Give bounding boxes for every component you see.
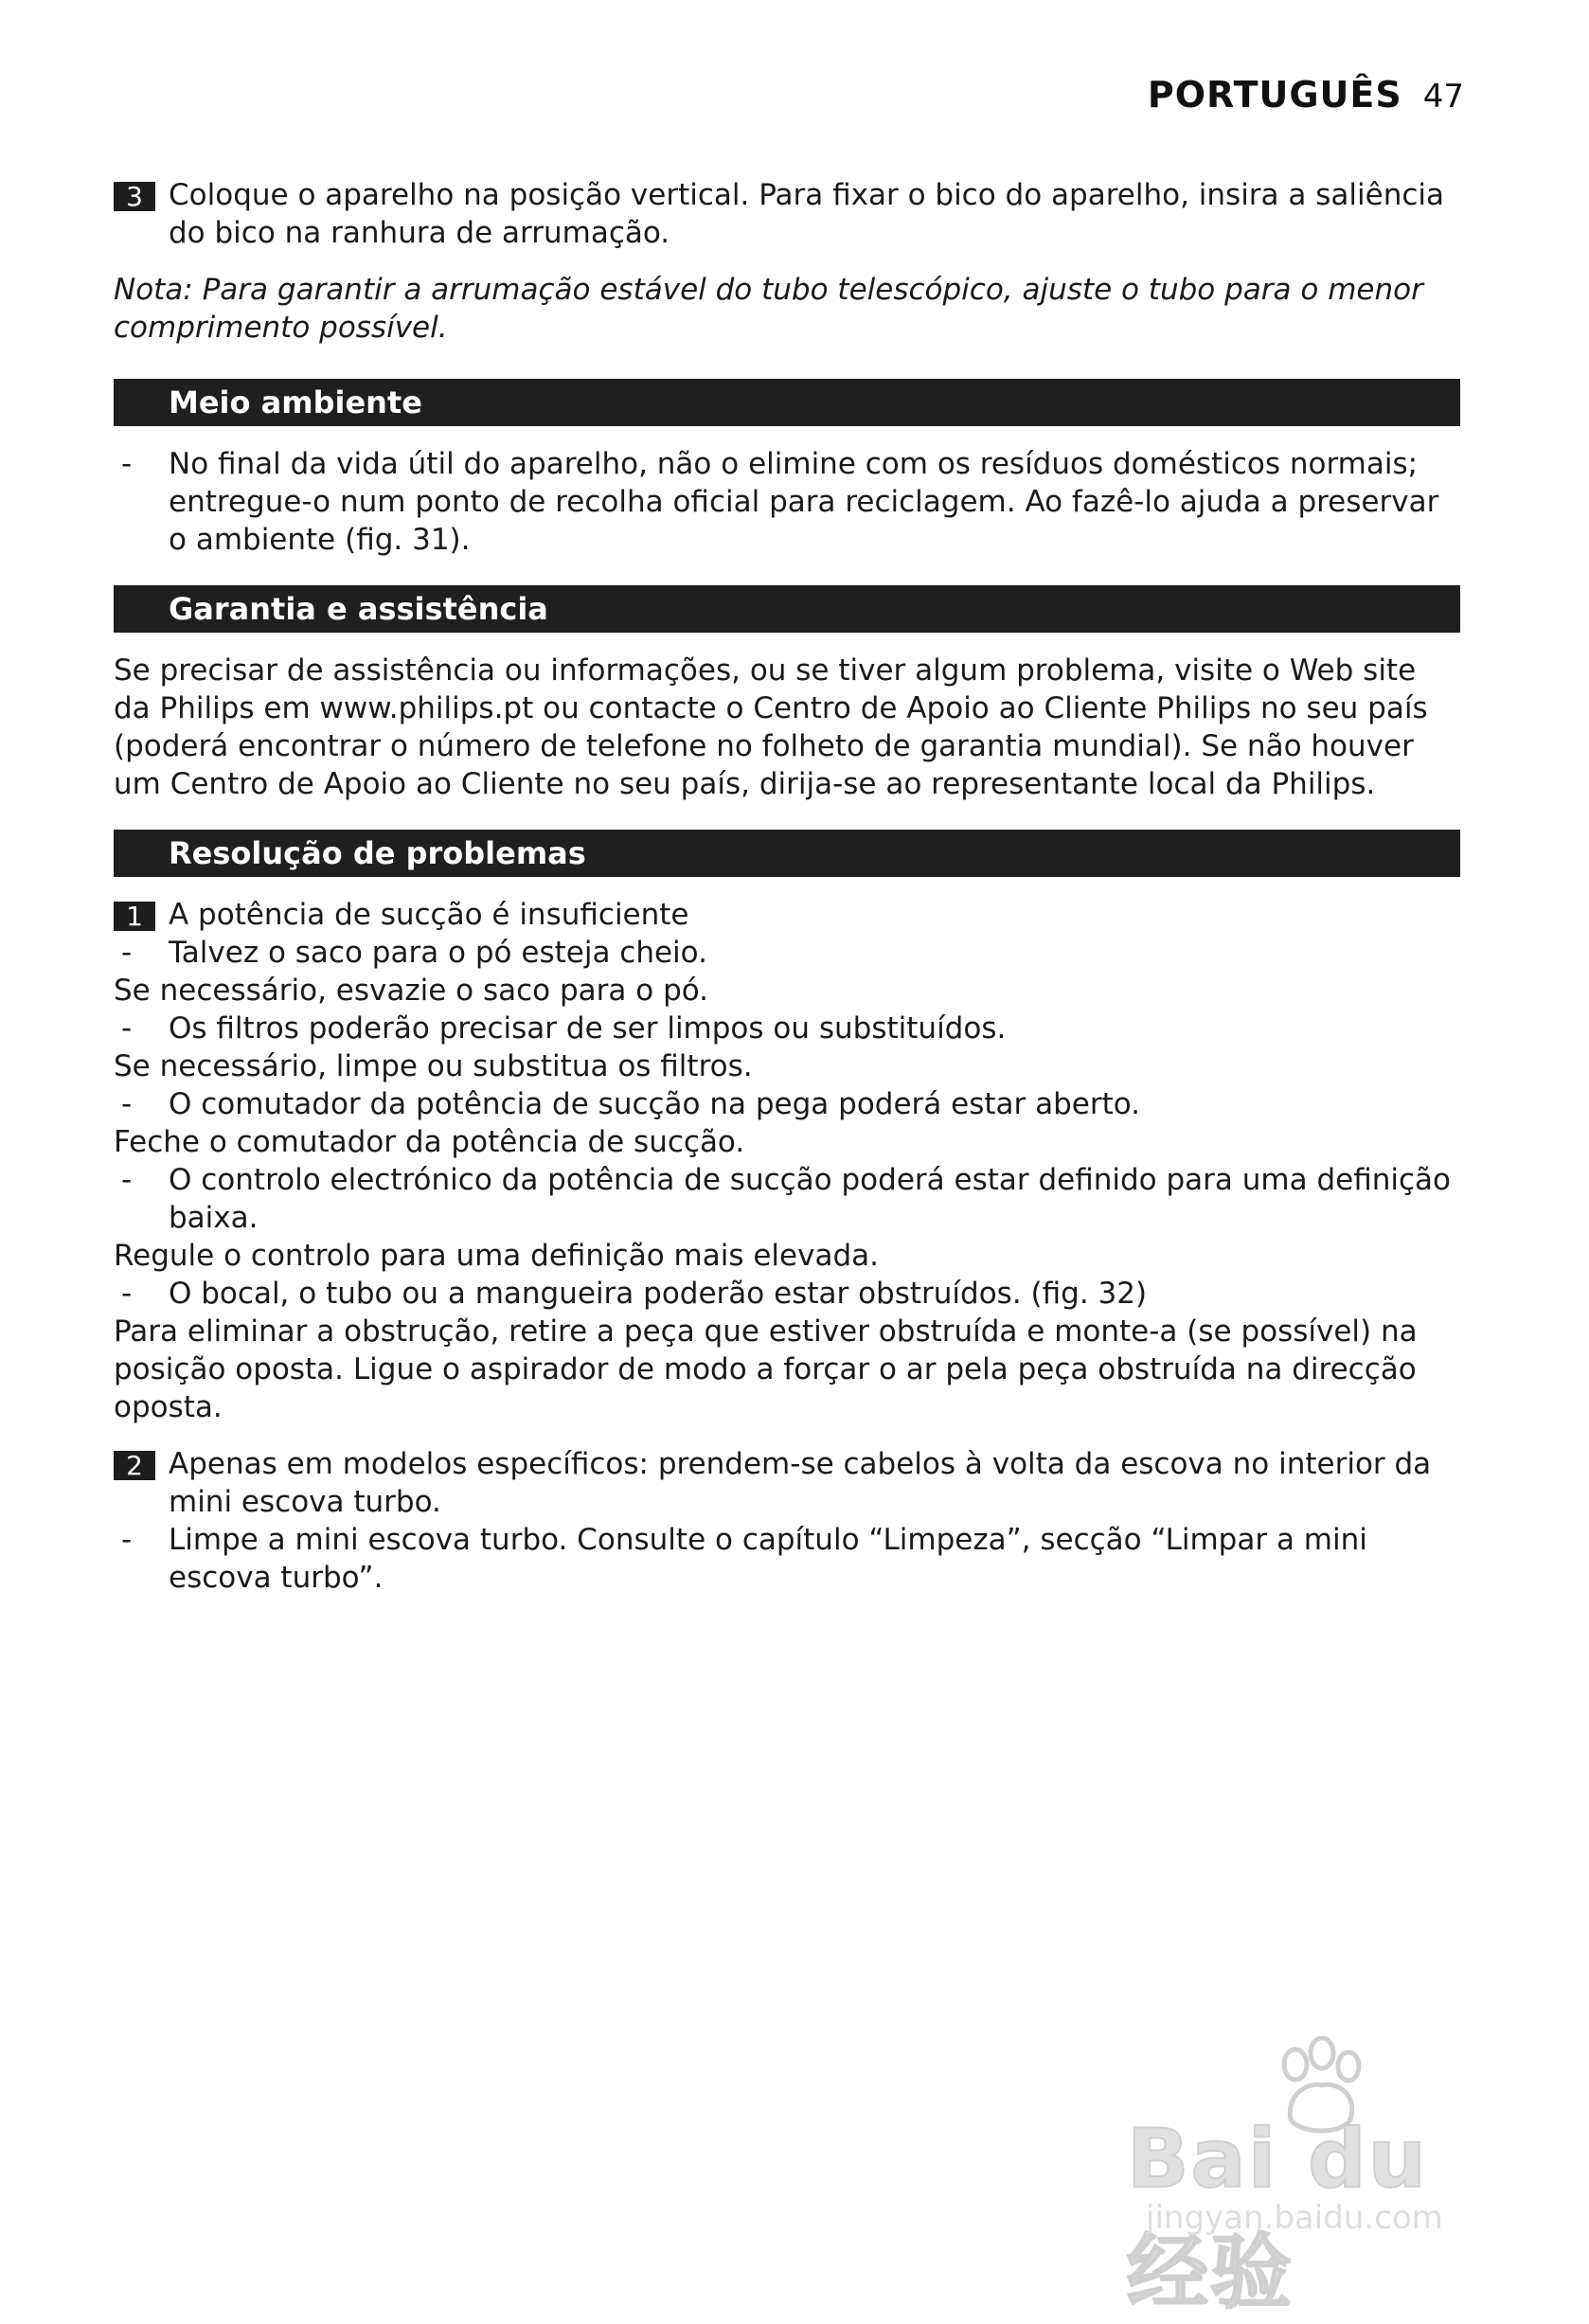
- environment-text: No final da vida útil do aparelho, não o elimine com os resíduos domésticos normais; entregue-o num ponto de recolha oficial para reciclagem. Ao fazê-lo ajuda a preservar o ambiente (fig. 31).: [169, 447, 1439, 557]
- solution-text: Limpe a mini escova turbo. Consulte o capítulo “Limpeza”, secção “Limpar a mini escova turbo”.: [169, 1523, 1367, 1595]
- section-heading-troubleshooting: Resolução de problemas: [114, 830, 1460, 877]
- warranty-text: Se precisar de assistência ou informações, ou se tiver algum problema, visite o Web site da Philips em www.philips.pt ou contacte o Centro de Apoio ao Cliente Philips no seu país (poderá encontrar o número de telefone no folheto de garantia mundial). Se não houver um Centro de Apoio ao Cliente no seu país, dirija-se ao representante local da Philips.: [114, 653, 1428, 801]
- step-3: [114, 176, 1460, 252]
- step-number-box: 3: [114, 182, 155, 211]
- problem-1-solution-5: Para eliminar a obstrução, retire a peça que estiver obstruída e monte-a (se possível) na posição oposta. Ligue o aspirador de modo a forçar o ar pela peça obstruída na direcção oposta.: [114, 1314, 1418, 1424]
- problem-1-cause-2: [114, 1010, 1460, 1047]
- section-heading-environment: Meio ambiente: [114, 379, 1460, 426]
- dash-marker: -: [121, 447, 133, 481]
- problem-1-cause-5: [114, 1275, 1460, 1313]
- problem-1-cause-1: [114, 934, 1460, 972]
- problem-1-solution-1: Se necessário, esvazie o saco para o pó.: [114, 974, 709, 1008]
- problem-1-cause-4: [114, 1161, 1460, 1237]
- problem-number-box: 1: [114, 902, 155, 931]
- problem-1-solution-4: Regule o controlo para uma definição mais elevada.: [114, 1239, 879, 1273]
- problem-2-solution: [114, 1521, 1460, 1597]
- problem-1-solution-2: Se necessário, limpe ou substitua os filtros.: [114, 1049, 753, 1083]
- problem-1: [114, 896, 1460, 934]
- step-text: Coloque o aparelho na posição vertical. Para fixar o bico do aparelho, insira a saliência do bico na ranhura de arrumação.: [169, 178, 1445, 250]
- page-number: 47: [1422, 78, 1464, 116]
- baidu-watermark: [1127, 2036, 1515, 2320]
- problem-1-solution-3: Feche o comutador da potência de sucção.: [114, 1125, 745, 1159]
- cause-text: Os filtros poderão precisar de ser limpos ou substituídos.: [169, 1011, 1007, 1046]
- dash-marker: -: [121, 936, 133, 970]
- cause-text: Talvez o saco para o pó esteja cheio.: [169, 936, 707, 970]
- section-heading-warranty: Garantia e assistência: [114, 585, 1460, 633]
- problem-1-cause-3: [114, 1085, 1460, 1123]
- cause-text: O bocal, o tubo ou a mangueira poderão estar obstruídos. (fig. 32): [169, 1277, 1148, 1311]
- problem-title: A potência de sucção é insuficiente: [169, 898, 689, 932]
- dash-marker: -: [121, 1011, 133, 1046]
- cause-text: O comutador da potência de sucção na pega poderá estar aberto.: [169, 1087, 1141, 1121]
- dash-marker: -: [121, 1277, 133, 1311]
- note-text: Nota: Para garantir a arrumação estável do tubo telescópico, ajuste o tubo para o menor comprimento possível.: [114, 273, 1423, 345]
- problem-2: [114, 1445, 1460, 1521]
- environment-item: [114, 445, 1460, 559]
- header-language: PORTUGUÊS: [1147, 74, 1402, 116]
- problem-number-box: 2: [114, 1451, 155, 1480]
- page-header: [1148, 74, 1464, 116]
- watermark-logo-text: Bai du 经验: [1127, 2112, 1428, 2320]
- dash-marker: -: [121, 1163, 133, 1197]
- problem-title: Apenas em modelos específicos: prendem-se cabelos à volta da escova no interior da mini escova turbo.: [169, 1447, 1432, 1519]
- watermark-url: jingyan.baidu.com: [1146, 2199, 1443, 2237]
- dash-marker: -: [121, 1087, 133, 1121]
- cause-text: O controlo electrónico da potência de sucção poderá estar definido para uma definição baixa.: [169, 1163, 1452, 1235]
- dash-marker: -: [121, 1523, 133, 1557]
- page-content: [114, 176, 1460, 1597]
